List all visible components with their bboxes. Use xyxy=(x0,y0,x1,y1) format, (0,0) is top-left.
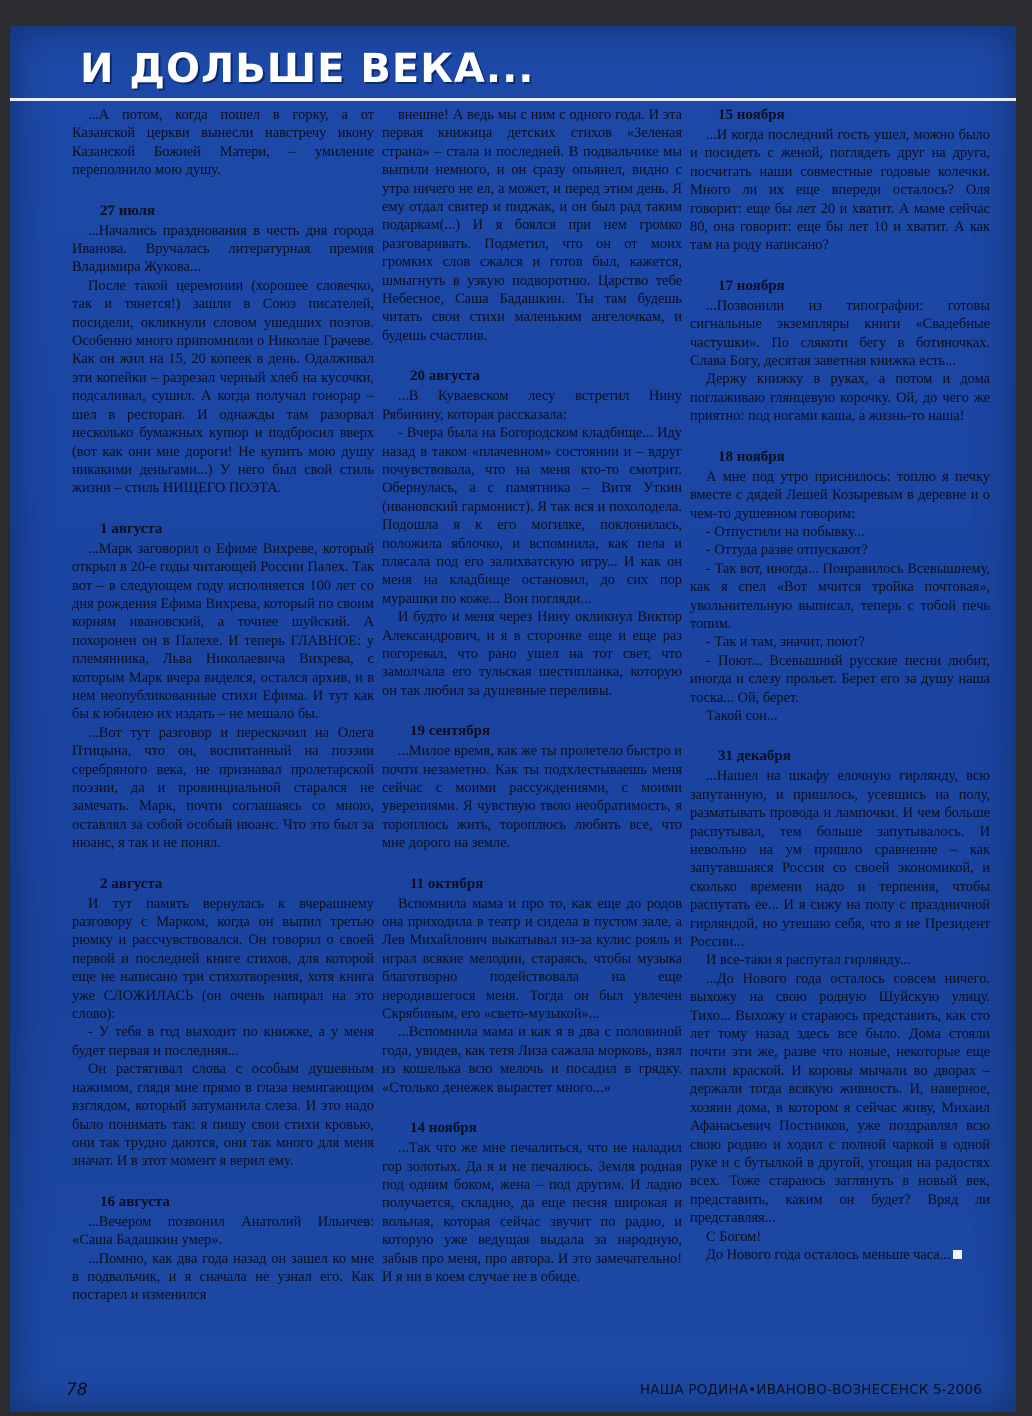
entry-date: 31 декабря xyxy=(718,748,791,765)
entry-date: 18 ноября xyxy=(718,448,785,465)
diary-entry xyxy=(690,106,990,255)
entry-paragraph: ...А потом, когда пошел в горку, а от Казанской церкви вынесли навстречу икону Казанской Божией Матери, – умиление переполнило мою душу. xyxy=(72,107,374,179)
entry-paragraph: - Поют... Всевышний русские песни любит, иногда и слезу прольет. Берет его за душу наша тоска... Ой, берет. xyxy=(690,652,990,706)
entry-paragraph: ...Так что же мне печалиться, что не наладил гор золотых. Да я и не печалюсь. Земля родная под одним боком, жена – под другим. И ладно получается, складно, да еще песня широкая и вольная, которая сейчас звучит по радио, и которую уже ведущая выдала за народную, забыв про меня, про автора. И это замечательно! И я ни в коем случае не в обиде. xyxy=(382,1140,682,1285)
diary-entry xyxy=(72,106,374,180)
text-column-1 xyxy=(72,106,374,1327)
entry-paragraph: С Богом! xyxy=(706,1228,762,1245)
entry-paragraph: И все-таки я распутал гирлянду... xyxy=(706,952,911,969)
diary-entry xyxy=(72,520,374,853)
entry-paragraph: - Так вот, иногда... Понравилось Всевышнему, как я спел «Вот мчится тройка почтовая», увольнительную выписал, теперь с тобой печь топим. xyxy=(690,560,990,632)
entry-date: 16 августа xyxy=(100,1193,170,1210)
entry-paragraph: ...Вспомнила мама и как я в два с половиной года, увидев, как тетя Лиза сажала морковь, взял из кошелька всю мелочь и посадил в грядку. «Столько денежек вырастет много...» xyxy=(382,1024,682,1096)
entry-date: 14 ноября xyxy=(410,1120,477,1137)
diary-entry xyxy=(382,1119,682,1286)
diary-entry xyxy=(72,1193,374,1305)
end-of-article-icon xyxy=(953,1250,962,1259)
entry-paragraph: Он растягивал слова с особым душевным нажимом, глядя мне прямо в глаза немигающим взглядом, который затуманила слеза. И это надо было понимать так: я пишу свои стихи кровью, они так трудно даются, они так много для меня значат. И в этот момент я верил ему. xyxy=(72,1061,374,1170)
diary-entry xyxy=(382,875,682,1097)
entry-paragraph: - Так и там, значит, поют? xyxy=(706,634,865,651)
magazine-page xyxy=(10,26,1016,1412)
entry-paragraph: ...Милое время, как же ты пролетело быстро и почти незаметно. Как ты подхлестываешь меня сейчас с моими рассуждениями, с моими уверениями. Я чувствую твою необратимость, я тороплюсь жить, тороплюсь любить все, что мне дорого на земле. xyxy=(382,743,682,852)
title-divider xyxy=(10,98,1016,101)
entry-paragraph: ...Начались празднования в честь дня города Иванова. Вручалась литературная премия Владимира Жукова... xyxy=(72,222,374,276)
entry-paragraph: ...Вечером позвонил Анатолий Ильичев: «Саша Бадашкин умер». xyxy=(72,1213,374,1249)
entry-paragraph: И тут память вернулась к вчерашнему разговору с Марком, когда он выпил третью рюмку и рассчувствовался. Он говорил о своей первой и последней книге стихов, для которой еще не написано три стихотворения, хотя книга уже СЛОЖИЛАСЬ (он очень напирал на это слово): xyxy=(72,895,374,1023)
diary-entry xyxy=(690,747,990,1264)
diary-entry xyxy=(690,277,990,426)
entry-date: 17 ноября xyxy=(718,277,785,294)
diary-entry xyxy=(72,875,374,1171)
entry-date: 11 октября xyxy=(410,875,484,892)
entry-paragraph: - Вчера была на Богородском кладбище... Иду назад в таком «плачевном» состоянии и – вдруг почувствовала, что на меня кто-то смотрит. Обернулась, а с памятника – Витя Уткин (ивановский гармонист). Я так вся и похолодела. Подошла я к его могилке, поклонилась, положила яблочко, и вспомнила, как пела и плясала под его залихватскую игру... И как он меня на кладбище остановил, до сих пор мурашки по коже... Вон погляди... xyxy=(382,425,682,607)
text-column-2 xyxy=(382,106,682,1308)
entry-date: 2 августа xyxy=(100,875,163,892)
entry-paragraph: - Оттуда разве отпускают? xyxy=(706,542,868,559)
entry-date: 20 августа xyxy=(410,368,480,385)
entry-date: 27 июля xyxy=(100,202,156,219)
entry-paragraph: ...Вот тут разговор и перескочил на Олега Птицына, что он, воспитанный на поэзии серебряного века, не признавал пролетарской поэзии, да и провинциальной старался не замечать. Марк, почти соглашаясь со мною, оставлял за собой особый нюанс. Что это был за нюанс, я так и не понял. xyxy=(72,724,374,852)
entry-paragraph: И будто и меня через Нину окликнул Виктор Александрович, и я в сторонке еще и еще раз погоревал, что рано ушел на тот свет, что замолчала его тульская шестипланка, которую он так любил за душевные переливы. xyxy=(382,609,682,699)
entry-paragraph: ...Нашел на шкафу елочную гирлянду, всю запутанную, и пришлось, усевшись на полу, разматывать провода и лампочки. И чем больше распутывал, тем больше запутывалось. И невольно на ум пришло сравнение – как запутавшаяся Россия со своей экономикой, и сколько времени надо и терпения, чтобы распутать ее... И я сижу на полу с праздничной гирляндой, но утешаю себя, что я не Президент России... xyxy=(690,768,990,951)
diary-entry xyxy=(72,202,374,498)
entry-date: 15 ноября xyxy=(718,107,785,123)
entry-paragraph: Вспомнила мама и про то, как еще до родов она приходила в театр и сидела в пустом зале, а Лев Михайлович выкатывал из-за кулис рояль и играл всякие мелодии, стараясь, чтобы музыка благотворно подействовала на еще неродившегося меня. Тогда он был увлечен Скрябиным, его «свето-музыкой»... xyxy=(382,895,682,1023)
entry-paragraph: ...Позвонили из типографии: готовы сигнальные экземпляры книги «Свадебные частушки». По слякоти бегу в ботиночках. Слава Богу, десятая заветная книжка есть... xyxy=(690,297,990,370)
text-column-3 xyxy=(690,106,990,1286)
entry-paragraph: ...В Куваевском лесу встретил Нину Рябинину, которая рассказала: xyxy=(382,388,682,423)
entry-paragraph: ...И когда последний гость ушел, можно было и посидеть с женой, поглядеть друг на друга, посчитать наши совместные годовые колечки. Много ли их еще впереди осталось? Оля говорит: еще бы лет 20 и хватит. А маме сейчас 80, она говорит: еще бы лет 10 и хватит. А как там на роду написано? xyxy=(690,127,990,254)
diary-entry xyxy=(690,448,990,726)
page-number: 78 xyxy=(66,1380,88,1400)
entry-paragraph: внешне! А ведь мы с ним с одного года. И эта первая книжица детских стихов «Зеленая страна» – стала и последней. В подвальчике мы выпили немного, и он сразу опьянел, видно с утра ничего не ел, а может, и перед этим день. Я ему отдал свитер и пиджак, и он был рад таким подаркам(...) И я боялся при нем громко разговаривать. Подметил, что он от моих громких слов сжался и готов был, кажется, шмыгнуть в узкую подворотню. Царство тебе Небесное, Саша Бадашкин. Ты там будешь читать свои стихи маленьким ангелочкам, и будешь счастлив. xyxy=(382,107,682,344)
entry-paragraph: Держу книжку в руках, а потом и дома поглаживаю глянцевую корочку. Ой, до чего же приятно: под ногами каша, а жизнь-то наша! xyxy=(690,371,990,425)
entry-date: 1 августа xyxy=(100,520,163,537)
page-footer xyxy=(10,1380,1016,1408)
entry-paragraph: После такой церемонии (хорошее словечко, так и тянется!) зашли в Союз писателей, посидели, окликнули словом ушедших поэтов. Особенно много припомнили о Николае Грачеве. Как он жил на 15, 20 копеек в день. Одалживал эти копейки – разрезал черный хлеб на кусочки, подсаливал, сушил. А когда получал гонорар – шел в ресторан. И однажды там разорвал несколько бумажных купюр и подбросил вверх (вот как они мне дороги! Не купить мою душу никакими деньгами...) У него был свой стиль жизни – стиль НИЩЕГО ПОЭТА. xyxy=(72,277,374,497)
entry-paragraph: ...До Нового года осталось совсем ничего. выхожу на свою родную Шуйскую улицу. Тихо... Выхожу и стараюсь представить, как сто лет тому назад здесь все было. Дома стояли почти эти же, разве что новые, некоторые еще пахли краской. И коровы мычали во дворах – держали тогда всякую живность. И, наверное, хозяин дома, в котором я сейчас живу, Михаил Афанасьевич Постников, уже поздравлял всю свою родню и ходил с полной чаркой в одной руке и с бутылкой в другой, угощая на радостях всех. Тоже стараюсь заглянуть в новый век, представить, каким он будет? Вряд ли представляя... xyxy=(690,970,990,1227)
diary-entry xyxy=(382,722,682,852)
entry-paragraph: ...Помню, как два года назад он зашел ко мне в подвальчик, и я сначала не узнал его. Как постарел и изменился xyxy=(72,1250,374,1304)
page-title: И ДОЛЬШЕ ВЕКА... xyxy=(80,46,535,92)
entry-paragraph: До Нового года осталось меньше часа... xyxy=(690,1246,990,1264)
magazine-issue: НАША РОДИНА•ИВАНОВО-ВОЗНЕСЕНСК 5-2006 xyxy=(639,1382,982,1398)
entry-paragraph: - У тебя в год выходит по книжке, а у меня будет первая и последняя... xyxy=(72,1024,374,1059)
entry-date: 19 сентября xyxy=(410,723,491,740)
diary-entry xyxy=(382,367,682,700)
entry-paragraph: - Отпустили на побывку... xyxy=(706,523,865,540)
entry-paragraph: ...Марк заговорил о Ефиме Вихреве, который открыл в 20-е годы читающей России Палех. Так вот – в следующем году исполняется 100 лет со дня рождения Ефима Вихрева, который по своим корням ивановский, а точнее шуйский. А похоронен он в Палехе. И теперь ГЛАВНОЕ: у племянника, Льва Николаевича Вихрева, с которым Марк вчера виделся, остался архив, и в нем неопубликованные стихи Ефима. И тут как бы к юбилею их издать – не мешало бы. xyxy=(72,540,374,723)
diary-entry xyxy=(382,106,682,345)
entry-paragraph: Такой сон... xyxy=(706,707,778,724)
entry-paragraph: А мне под утро приснилось: топлю я печку вместе с дядей Лешей Козыревым в деревне и о чем-то душевном говорим: xyxy=(690,468,990,522)
